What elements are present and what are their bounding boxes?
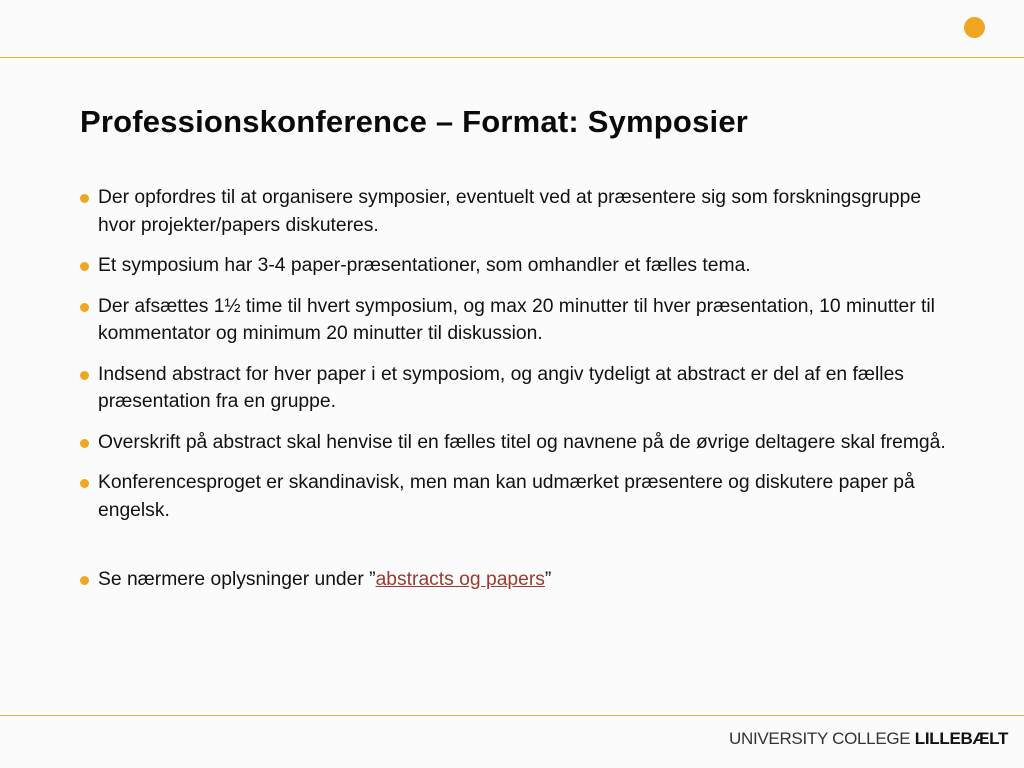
bullet-item <box>80 184 950 239</box>
bullet-item-link <box>80 566 950 594</box>
bullet-item <box>80 429 950 457</box>
bullet-text: Konferencesproget er skandinavisk, men man kan udmærket præsentere og diskutere paper på engelsk. <box>98 472 915 521</box>
header-divider <box>0 57 1024 58</box>
bullet-text: Der opfordres til at organisere symposier, eventuelt ved at præsentere sig som forskningsgruppe hvor projekter/papers diskuteres. <box>98 187 922 236</box>
logo-text-main: UNIVERSITY COLLEGE <box>729 729 915 748</box>
bullet-text: Der afsættes 1½ time til hvert symposium, og max 20 minutter til hver præsentation, 10 minutter til kommentator og minimum 20 minutter til diskussion. <box>98 295 935 344</box>
bullet-text: Indsend abstract for hver paper i et symposiom, og angiv tydeligt at abstract er del af en fælles præsentation fra en gruppe. <box>98 363 904 412</box>
bullet-list <box>80 184 950 607</box>
slide-title: Professionskonference – Format: Symposier <box>80 104 749 139</box>
footer-divider <box>0 715 1024 716</box>
bullet-item <box>80 252 950 280</box>
bullet-item <box>80 293 950 348</box>
bullet-icon <box>80 262 89 271</box>
bullet-text: Overskrift på abstract skal henvise til en fælles titel og navnene på de øvrige deltagere skal fremgå. <box>98 431 946 453</box>
bullet-icon <box>80 194 89 203</box>
bullet-icon <box>80 479 89 488</box>
bullet-suffix: ” <box>544 569 552 590</box>
bullet-icon <box>80 576 89 585</box>
bullet-icon <box>80 303 89 312</box>
bullet-icon <box>80 371 89 380</box>
university-logo <box>729 729 1008 749</box>
bullet-item <box>80 361 950 416</box>
abstracts-link[interactable]: abstracts og papers <box>375 569 545 590</box>
accent-dot-icon <box>964 17 985 38</box>
bullet-item <box>80 469 950 524</box>
bullet-text: Et symposium har 3-4 paper-præsentationer, som omhandler et fælles tema. <box>98 255 751 276</box>
bullet-icon <box>80 439 89 448</box>
logo-text-bold: LILLEBÆLT <box>914 729 1009 748</box>
bullet-prefix: Se nærmere oplysninger under ” <box>98 569 376 590</box>
